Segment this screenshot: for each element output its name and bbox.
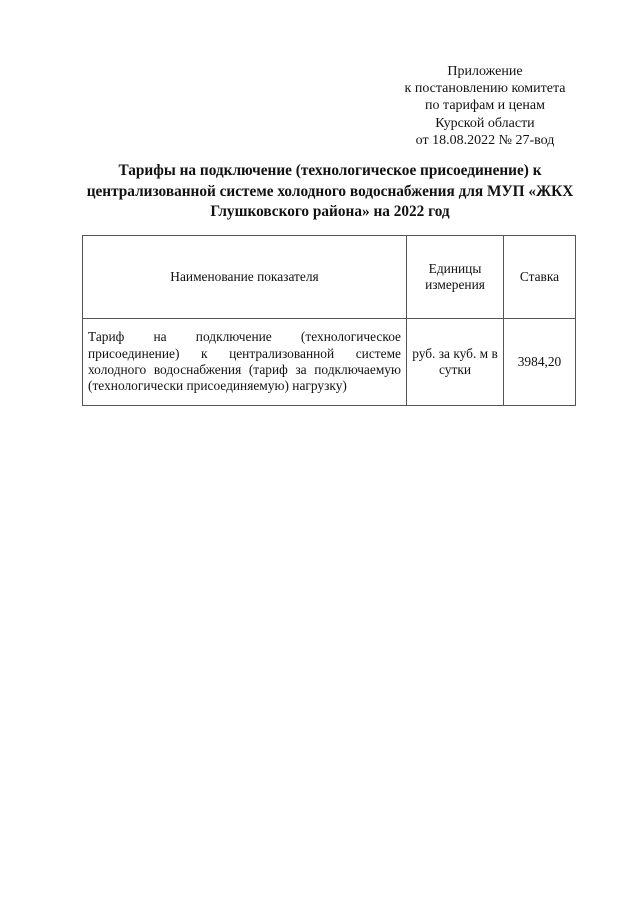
appendix-line: к постановлению комитета <box>404 81 566 97</box>
tariff-table <box>82 235 576 406</box>
appendix-block <box>385 63 585 149</box>
title-line: Глушковского района» на 2022 год <box>210 203 450 220</box>
appendix-line: Курской области <box>435 115 535 131</box>
title-line: Тарифы на подключение (технологическое присоединение) к <box>118 162 542 179</box>
appendix-line: Приложение <box>447 64 523 79</box>
appendix-line: по тарифам и ценам <box>425 98 545 114</box>
document-title <box>80 161 580 223</box>
appendix-line: от 18.08.2022 № 27-вод <box>415 132 555 148</box>
title-line: централизованной системе холодного водоснабжения для МУП «ЖКХ <box>86 182 574 200</box>
cell-unit: руб. за куб. м в сутки <box>407 319 504 406</box>
header-unit: Единицы измерения <box>407 236 504 319</box>
cell-indicator: Тариф на подключение (технологическое присоединение) к централизованной системе холодного водоснабжения (тариф за подключаемую (технологически присоединяемую) нагрузку) <box>83 319 407 406</box>
cell-rate: 3984,20 <box>504 319 576 406</box>
header-indicator: Наименование показателя <box>83 236 407 319</box>
table-row <box>83 319 576 406</box>
table-header-row <box>83 236 576 319</box>
header-rate: Ставка <box>504 236 576 319</box>
